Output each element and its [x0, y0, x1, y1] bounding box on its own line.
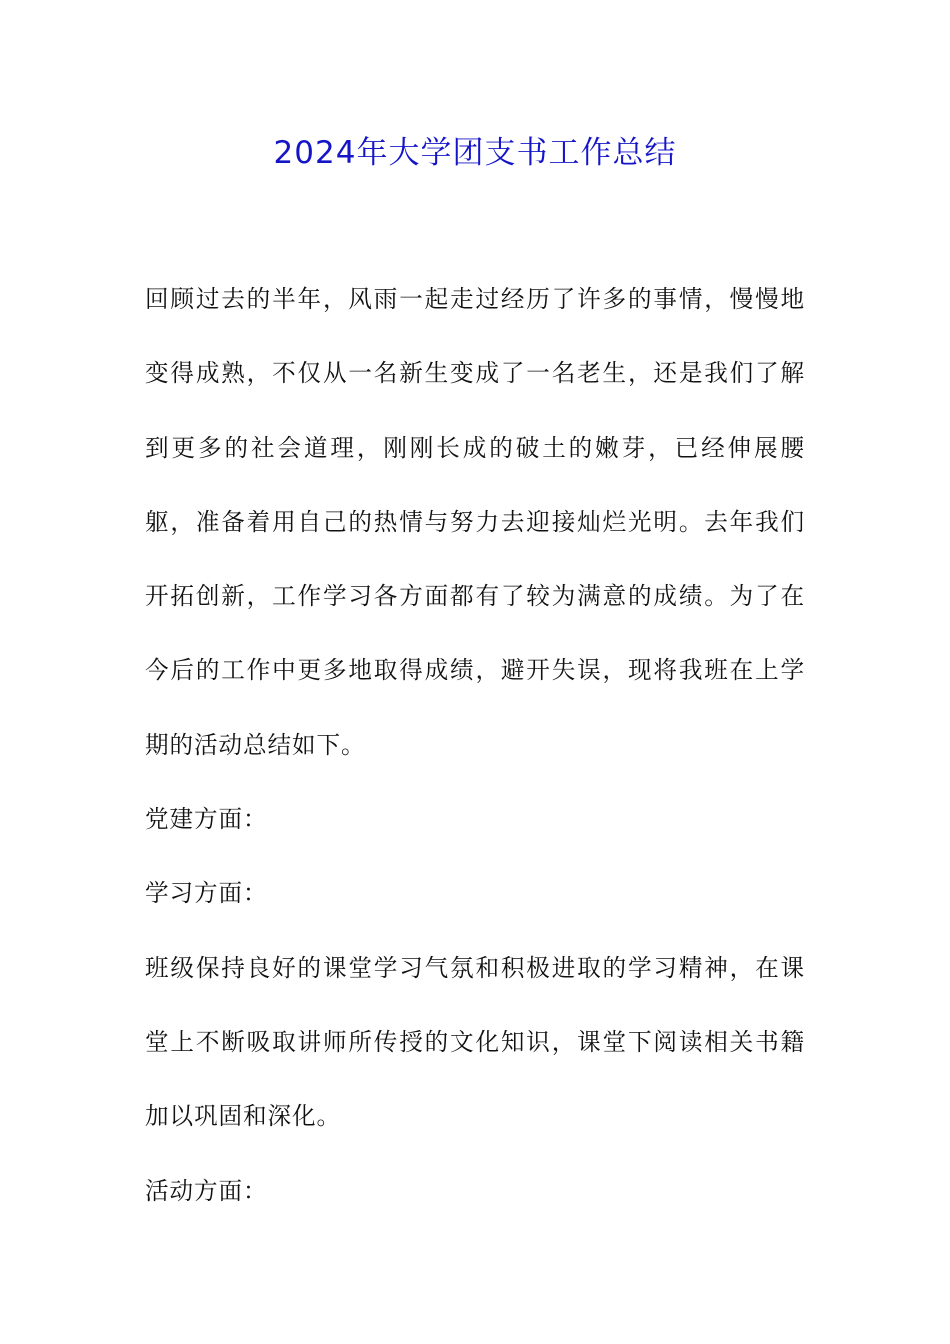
document-title: 2024年大学团支书工作总结 — [273, 135, 677, 171]
section-heading-study: 学习方面： — [145, 879, 268, 908]
study-paragraph: 班级保持良好的课堂学习气氛和积极进取的学习精神，在课堂上不断吸取讲师所传授的文化知识，课堂下阅读相关书籍加以巩固和深化。 — [145, 953, 805, 1131]
section-heading-activities: 活动方面： — [145, 1176, 268, 1205]
section-heading-party-building: 党建方面： — [145, 805, 268, 834]
document-body — [145, 262, 805, 1228]
intro-paragraph: 回顾过去的半年，风雨一起走过经历了许多的事情，慢慢地变得成熟，不仅从一名新生变成了一名老生，还是我们了解到更多的社会道理，刚刚长成的破土的嫩芽，已经伸展腰躯，准备着用自己的热情与努力去迎接灿烂光明。去年我们开拓创新，工作学习各方面都有了较为满意的成绩。为了在今后的工作中更多地取得成绩，避开失误，现将我班在上学期的活动总结如下。 — [145, 285, 805, 759]
